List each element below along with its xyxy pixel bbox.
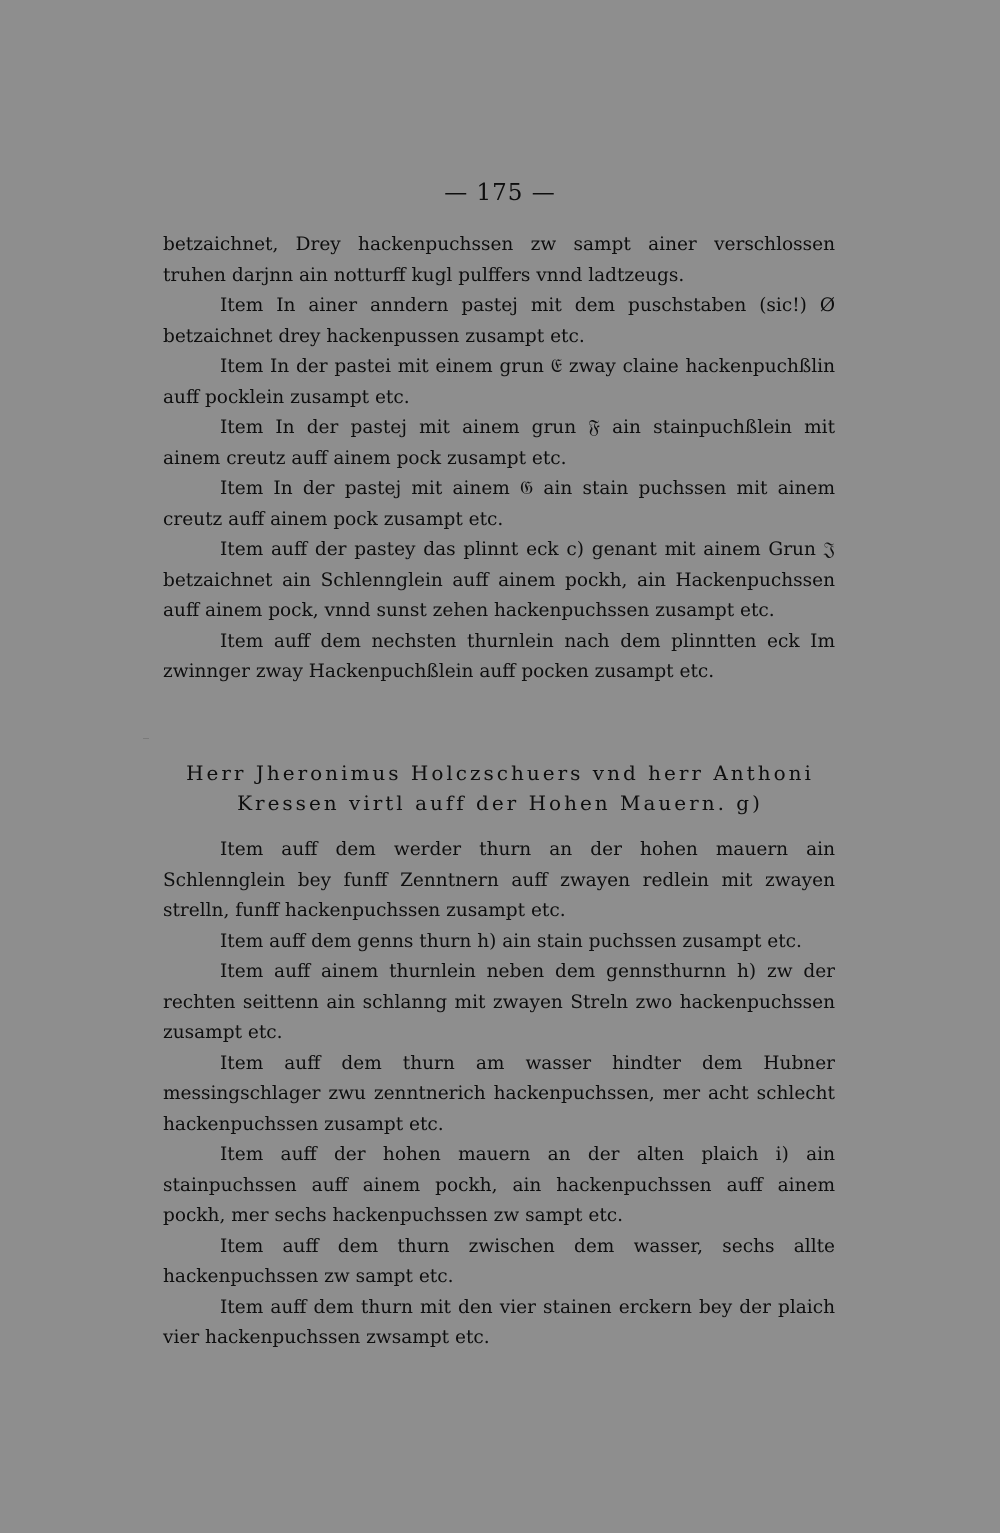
paragraph: betzaichnet, Drey hackenpuchssen zw sampt ainer verschlossen truhen darjnn ain notturff kugl pulffers vnnd ladtzeugs.	[163, 234, 835, 286]
paragraph: Item auff der pastey das plinnt eck c) genant mit ainem Grun 𝔍 betzaichnet ain Schlennglein auff ainem pockh, ain Hackenpuchssen auff ainem pock, vnnd sunst zehen hackenpuchssen zusampt etc.	[163, 539, 835, 621]
paragraph: Item auff dem genns thurn h) ain stain puchssen zusampt etc.	[220, 930, 802, 952]
paragraph: Item In ainer anndern pastej mit dem puschstaben (sic!) Ø betzaichnet drey hackenpussen zusampt etc.	[163, 295, 835, 347]
paragraph: Item auff dem werder thurn an der hohen mauern ain Schlennglein bey funff Zenntnern auff zwayen redlein mit zwayen strelln, funff hackenpuchssen zusampt etc.	[163, 839, 835, 921]
paragraph: Item auff ainem thurnlein neben dem gennsthurnn h) zw der rechten seittenn ain schlanng mit zwayen Streln zwo hackenpuchssen zusampt etc.	[163, 961, 835, 1043]
paragraph: Item In der pastej mit ainem 𝔊 ain stain puchssen mit ainem creutz auff ainem pock zusampt etc.	[163, 478, 835, 530]
paragraph: Item auff der hohen mauern an der alten plaich i) ain stainpuchssen auff ainem pockh, ain hackenpuchssen auff ainem pockh, mer sechs hackenpuchssen zw sampt etc.	[163, 1144, 835, 1226]
paragraph: Item auff dem thurn mit den vier stainen erckern bey der plaich vier hackenpuchssen zwsampt etc.	[163, 1296, 835, 1348]
section-heading-line-2: Kressen virtl auff der Hohen Mauern. g)	[237, 791, 763, 815]
section-heading	[150, 758, 850, 818]
paragraph: Item auff dem thurn zwischen dem wasser, sechs allte hackenpuchssen zw sampt etc.	[163, 1235, 835, 1287]
paragraph: Item In der pastei mit einem grun 𝔈 zway claine hackenpuchßlin auff pocklein zusampt etc.	[163, 356, 835, 408]
page-number: — 175 —	[444, 180, 556, 206]
section-1-text	[163, 230, 835, 688]
paragraph: Item auff dem nechsten thurnlein nach dem plinntten eck Im zwinnger zway Hackenpuchßlein auff pocken zusampt etc.	[163, 630, 835, 682]
section-2-text	[163, 835, 835, 1354]
section-heading-line-1: Herr Jheronimus Holczschuers vnd herr Anthoni	[186, 761, 814, 785]
margin-mark	[143, 738, 149, 739]
paragraph: Item In der pastej mit ainem grun 𝔉 ain stainpuchßlein mit ainem creutz auff ainem pock zusampt etc.	[163, 417, 835, 469]
paragraph: Item auff dem thurn am wasser hindter dem Hubner messingschlager zwu zenntnerich hackenpuchssen, mer acht schlecht hackenpuchssen zusampt etc.	[163, 1052, 835, 1135]
